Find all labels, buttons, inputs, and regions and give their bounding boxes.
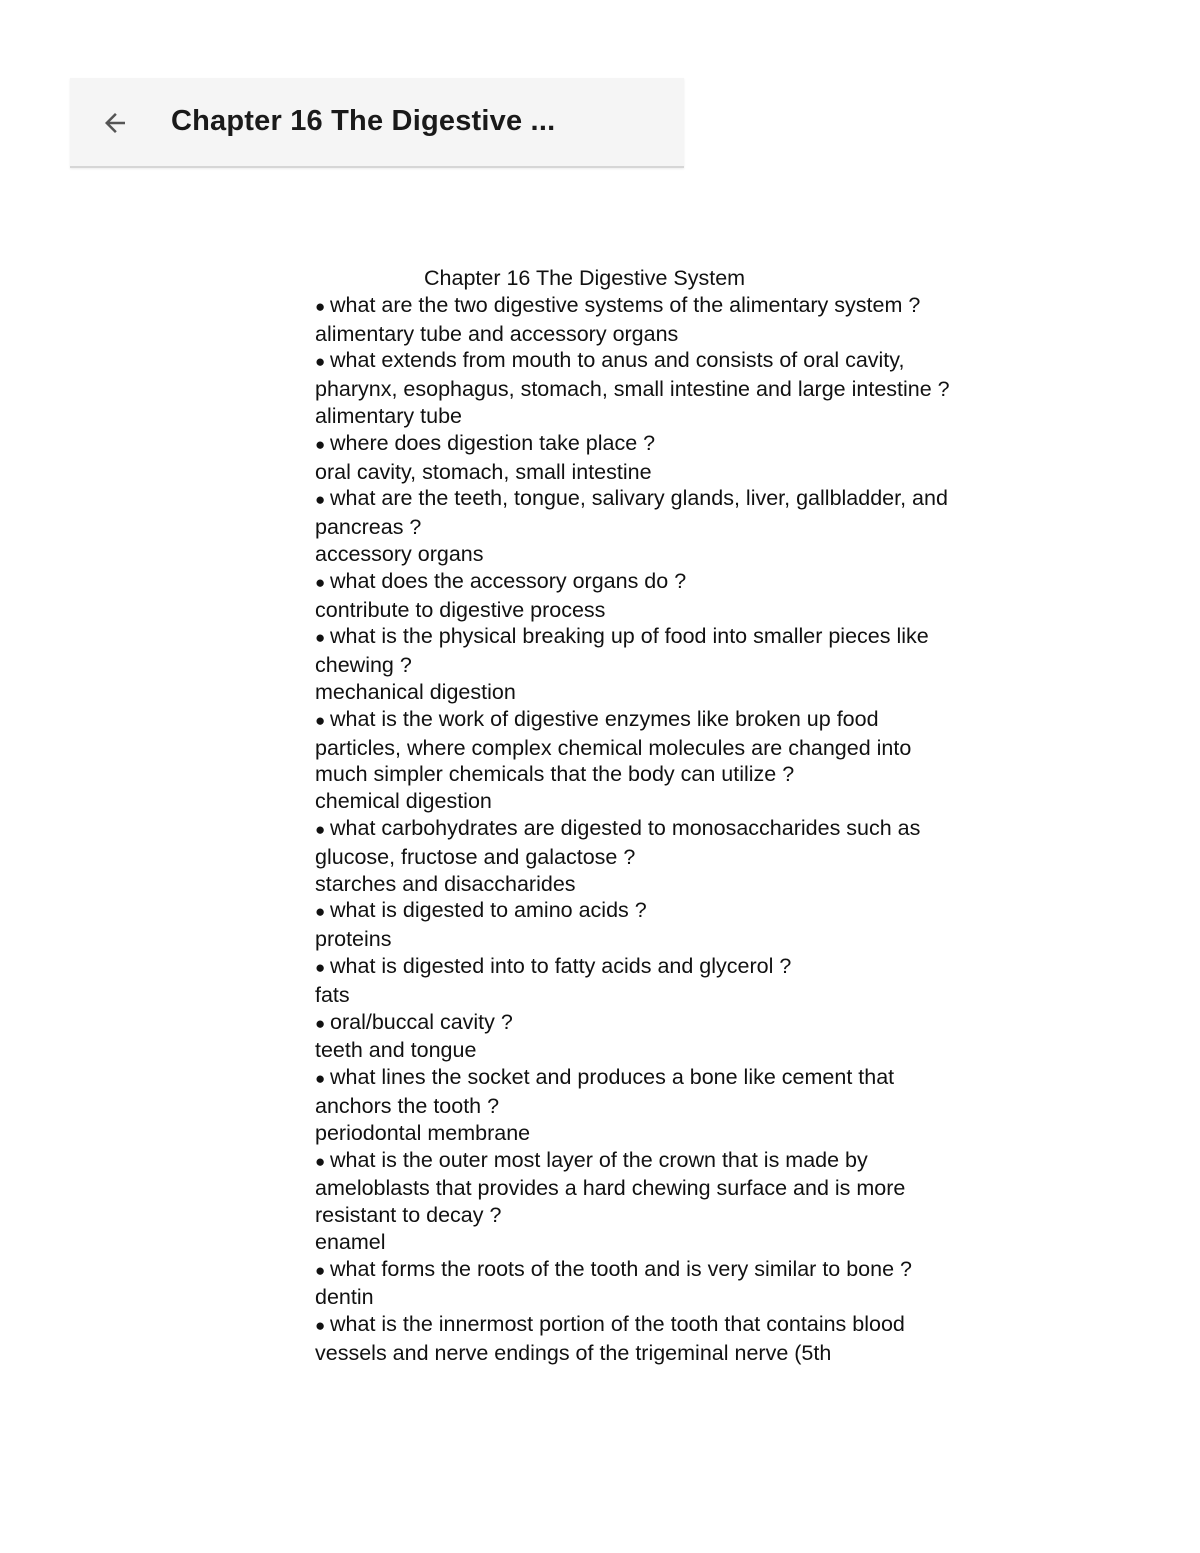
- back-button[interactable]: [94, 102, 136, 144]
- question-item: ● where does digestion take place ?: [315, 430, 965, 459]
- question-item: ● what are the teeth, tongue, salivary glands, liver, gallbladder, and pancreas ?: [315, 485, 965, 541]
- arrow-left-icon: [100, 108, 130, 138]
- page-title: Chapter 16 The Digestive ...: [171, 105, 556, 137]
- question-item: ● what lines the socket and produces a bone like cement that anchors the tooth ?: [315, 1064, 965, 1120]
- question-item: ● what carbohydrates are digested to monosaccharides such as glucose, fructose and galactose ?: [315, 815, 965, 871]
- answer-item: alimentary tube and accessory organs: [315, 321, 679, 346]
- question-item: ● what forms the roots of the tooth and is very similar to bone ?: [315, 1256, 965, 1285]
- answer-item: starches and disaccharides: [315, 871, 576, 896]
- answer-item: chemical digestion: [315, 789, 492, 814]
- answer-item: alimentary tube: [315, 403, 462, 428]
- answer-item: contribute to digestive process: [315, 597, 606, 622]
- answer-item: teeth and tongue: [315, 1038, 477, 1063]
- question-item: ● what does the accessory organs do ?: [315, 568, 965, 597]
- question-item: ● what is the outer most layer of the crown that is made by ameloblasts that provides a hard chewing surface and is more resistant to decay ?: [315, 1147, 965, 1229]
- answer-item: periodontal membrane: [315, 1120, 531, 1145]
- answer-item: enamel: [315, 1229, 386, 1254]
- question-item: ● what is digested to amino acids ?: [315, 897, 965, 926]
- answer-item: fats: [315, 982, 350, 1007]
- question-item: ● what are the two digestive systems of the alimentary system ?: [315, 292, 965, 321]
- answer-item: dentin: [315, 1285, 374, 1310]
- document-title: Chapter 16 The Digestive System: [424, 266, 746, 290]
- answer-item: proteins: [315, 927, 392, 952]
- question-item: ● what is the innermost portion of the tooth that contains blood vessels and nerve endings of the trigeminal nerve (5th: [315, 1311, 965, 1367]
- answer-item: oral cavity, stomach, small intestine: [315, 459, 652, 484]
- question-item: ● what is the work of digestive enzymes like broken up food particles, where complex chemical molecules are changed into much simpler chemicals that the body can utilize ?: [315, 706, 965, 788]
- answer-item: mechanical digestion: [315, 679, 516, 704]
- question-item: ● what extends from mouth to anus and consists of oral cavity, pharynx, esophagus, stomach, small intestine and large intestine ?: [315, 347, 965, 403]
- question-item: ● what is the physical breaking up of food into smaller pieces like chewing ?: [315, 623, 965, 679]
- question-item: ● what is digested into to fatty acids and glycerol ?: [315, 953, 965, 982]
- question-item: ● oral/buccal cavity ?: [315, 1009, 965, 1038]
- document-body: [315, 265, 965, 1410]
- qa-list: [315, 292, 965, 1367]
- answer-item: accessory organs: [315, 541, 484, 566]
- app-bar: [70, 78, 684, 168]
